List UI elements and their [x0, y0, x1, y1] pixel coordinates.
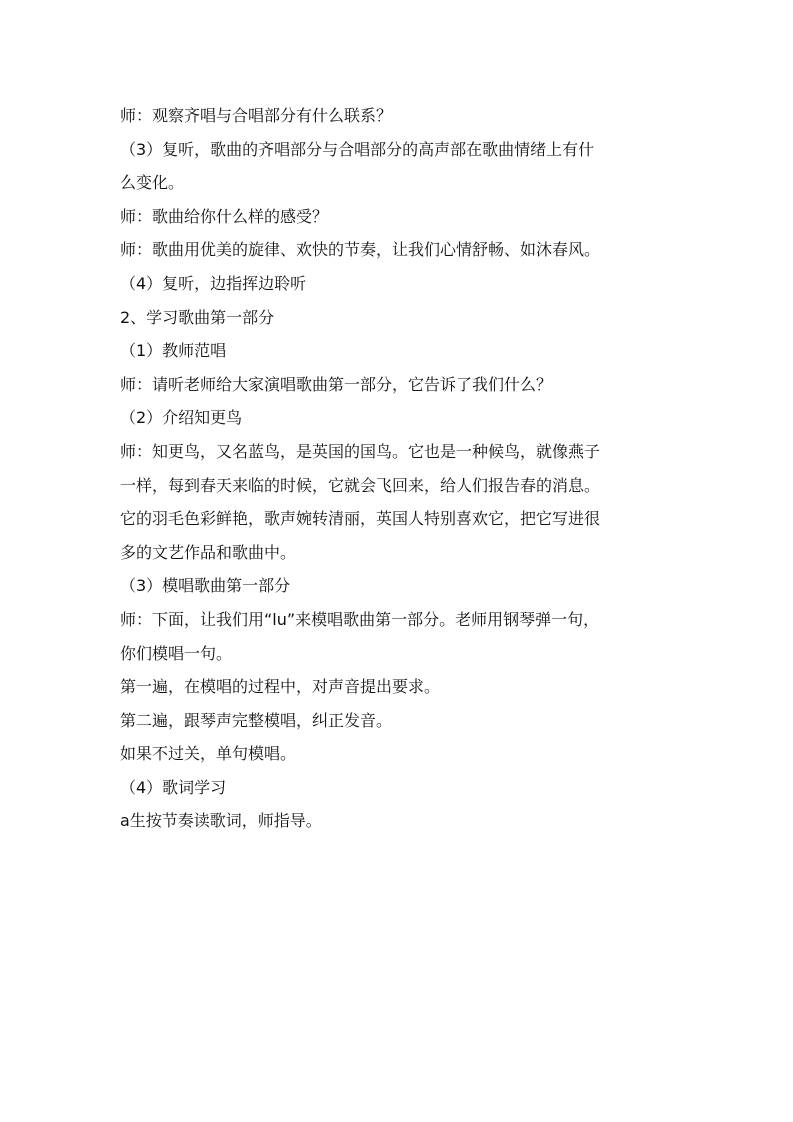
text-line: 你们模唱一句。 — [120, 643, 233, 663]
text-line: （3）模唱歌曲第一部分 — [120, 576, 291, 596]
text-line: a生按节奏读歌词，师指导。 — [120, 811, 322, 831]
text-line: （1）教师范唱 — [120, 341, 227, 361]
text-line: 师：歌曲用优美的旋律、欢快的节奏，让我们心情舒畅、如沐春风。 — [120, 240, 601, 260]
text-line: 它的羽毛色彩鲜艳，歌声婉转清丽，英国人特别喜欢它，把它写进很 — [120, 509, 601, 529]
document-body — [120, 99, 676, 838]
text-line: 如果不过关，单句模唱。 — [120, 744, 297, 764]
text-line: 多的文艺作品和歌曲中。 — [120, 542, 297, 562]
text-line: 师：观察齐唱与合唱部分有什么联系？ — [120, 106, 393, 125]
text-line: 第二遍，跟琴声完整模唱，纠正发音。 — [120, 710, 393, 730]
text-line: 师：知更鸟，又名蓝鸟，是英国的国鸟。它也是一种候鸟，就像燕子 — [120, 441, 601, 461]
text-line: 一样，每到春天来临的时候，它就会飞回来，给人们报告春的消息。 — [120, 475, 601, 495]
text-line: 师：请听老师给大家演唱歌曲第一部分，它告诉了我们什么？ — [120, 374, 553, 394]
text-line: 2、学习歌曲第一部分 — [120, 307, 275, 327]
text-line: 第一遍，在模唱的过程中，对声音提出要求。 — [120, 677, 441, 697]
text-line: （3）复听，歌曲的齐唱部分与合唱部分的高声部在歌曲情绪上有什 — [120, 139, 595, 159]
text-line: （4）复听，边指挥边聆听 — [120, 273, 307, 293]
text-line: 么变化。 — [120, 173, 185, 193]
text-line: （2）介绍知更鸟 — [120, 408, 243, 428]
text-line: 师：歌曲给你什么样的感受？ — [120, 206, 329, 226]
text-line: （4）歌词学习 — [120, 777, 227, 797]
text-line: 师：下面，让我们用“lu”来模唱歌曲第一部分。老师用钢琴弹一句， — [120, 609, 600, 629]
